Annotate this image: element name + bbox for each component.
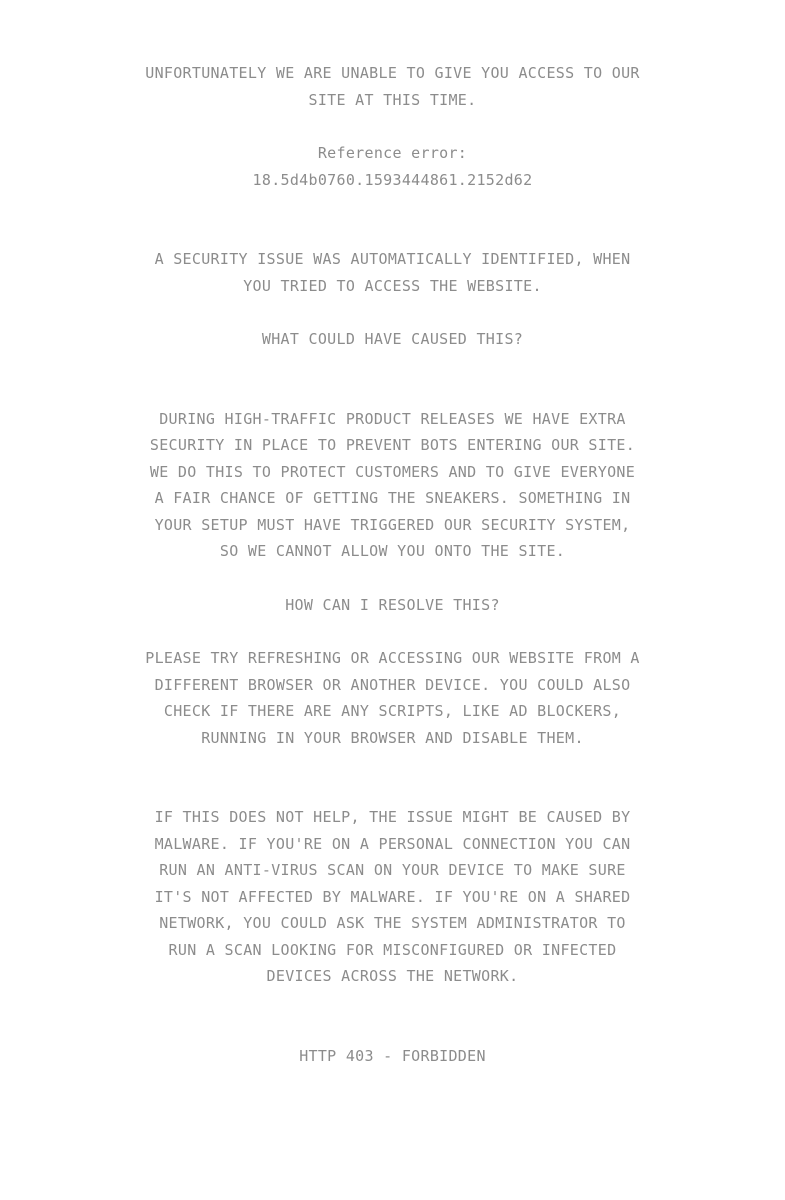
reference-error-code: 18.5d4b0760.1593444861.2152d62 bbox=[252, 170, 533, 189]
error-page bbox=[0, 60, 785, 1069]
access-denied-message: UNFORTUNATELY WE ARE UNABLE TO GIVE YOU ACCESS TO OUR SITE AT THIS TIME. bbox=[145, 64, 640, 109]
cause-paragraph: DURING HIGH-TRAFFIC PRODUCT RELEASES WE HAVE EXTRA SECURITY IN PLACE TO PREVENT BOTS ENTERING OUR SITE. WE DO THIS TO PROTECT CUSTOMERS AND TO GIVE EVERYONE A FAIR CHANCE OF GETTING THE SNEAKERS. SOMETHING IN YOUR SETUP MUST HAVE TRIGGERED OUR SECURITY SYSTEM, SO WE CANNOT ALLOW YOU ONTO THE SITE. bbox=[149, 409, 636, 560]
security-notice: A SECURITY ISSUE WAS AUTOMATICALLY IDENTIFIED, WHEN YOU TRIED TO ACCESS THE WEBSITE. bbox=[154, 250, 631, 295]
malware-paragraph: IF THIS DOES NOT HELP, THE ISSUE MIGHT BE CAUSED BY MALWARE. IF YOU'RE ON A PERSONAL CONNECTION YOU CAN RUN AN ANTI-VIRUS SCAN ON YOUR DEVICE TO MAKE SURE IT'S NOT AFFECTED BY MALWARE. IF YOU'RE ON A SHARED NETWORK, YOU COULD ASK THE SYSTEM ADMINISTRATOR TO RUN A SCAN LOOKING FOR MISCONFIGURED OR INFECTED DEVICES ACROSS THE NETWORK. bbox=[154, 808, 631, 985]
reference-error-label: Reference error: bbox=[317, 144, 468, 162]
reference-error bbox=[143, 140, 643, 193]
resolve-heading: HOW CAN I RESOLVE THIS? bbox=[285, 595, 500, 614]
http-status: HTTP 403 - FORBIDDEN bbox=[299, 1046, 486, 1065]
resolve-paragraph: PLEASE TRY REFRESHING OR ACCESSING OUR WEBSITE FROM A DIFFERENT BROWSER OR ANOTHER DEVICE. YOU COULD ALSO CHECK IF THERE ARE ANY SCRIPTS, LIKE AD BLOCKERS, RUNNING IN YOUR BROWSER AND DISABLE THEM. bbox=[145, 649, 640, 747]
cause-heading: WHAT COULD HAVE CAUSED THIS? bbox=[261, 330, 524, 348]
